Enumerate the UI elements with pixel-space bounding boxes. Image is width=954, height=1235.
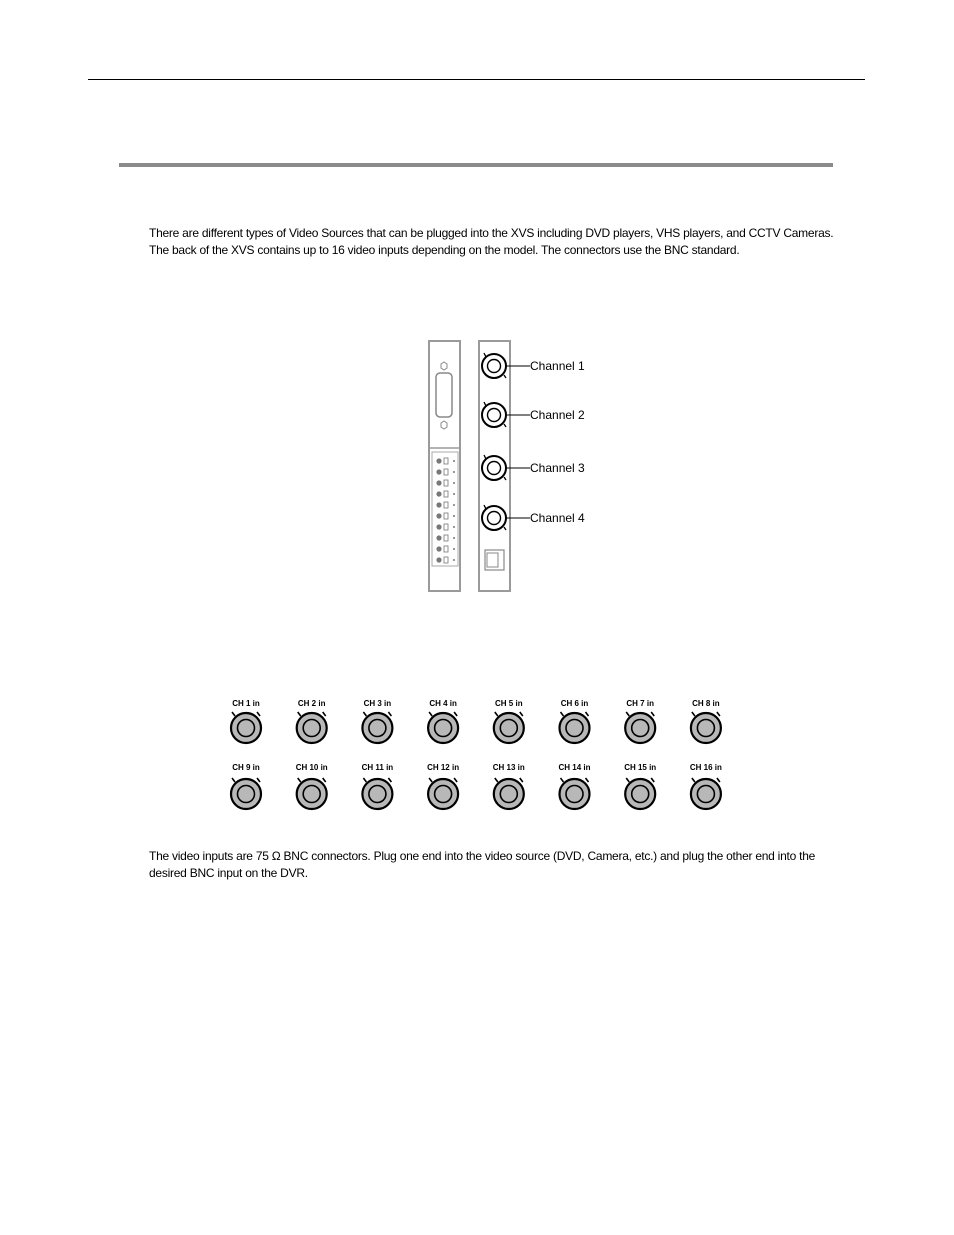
four-channel-rear-panel-figure — [420, 335, 620, 597]
terminal-screw-icon — [436, 469, 441, 474]
bnc-input-3 — [362, 699, 392, 743]
bnc-input-label: CH 6 in — [560, 699, 589, 708]
bnc-input-11 — [362, 763, 394, 809]
bnc-input-1 — [231, 699, 261, 743]
section-divider — [119, 163, 833, 167]
screw-icon — [441, 421, 447, 429]
bnc-input-16 — [690, 763, 722, 809]
intro-paragraph: There are different types of Video Sources that can be plugged into the XVS including DVD players, VHS players, and CCTV Cameras. The back of the XVS contains up to 16 video inputs depending on the model. The connectors use the BNC standard. — [149, 226, 834, 257]
terminal-screw-icon — [436, 458, 441, 463]
bnc-note-paragraph: The video inputs are 75 Ω BNC connectors. Plug one end into the video source (DVD, Camera, etc.) and plug the other end into the desired BNC input on the DVR. — [149, 849, 816, 880]
bnc-input-label: CH 5 in — [495, 699, 523, 708]
bnc-input-14 — [558, 763, 590, 809]
bnc-connector-3 — [482, 455, 585, 480]
terminal-screw-icon — [436, 557, 441, 562]
bnc-input-label: CH 1 in — [232, 699, 260, 708]
bnc-input-8 — [691, 699, 721, 743]
bnc-input-15 — [624, 763, 656, 809]
terminal-screw-icon — [436, 491, 441, 496]
channel-label: Channel 4 — [530, 511, 585, 525]
terminal-screw-icon — [436, 513, 441, 518]
bnc-input-label: CH 3 in — [363, 699, 392, 708]
screw-icon — [441, 362, 447, 370]
bnc-input-label: CH 9 in — [232, 763, 260, 772]
terminal-screw-icon — [436, 502, 441, 507]
page-header-rule — [88, 79, 865, 80]
bnc-connector-1 — [482, 353, 585, 378]
bnc-input-7 — [625, 699, 655, 743]
bnc-input-13 — [493, 763, 525, 809]
bnc-input-label: CH 7 in — [626, 699, 654, 708]
bnc-input-12 — [427, 763, 459, 809]
bnc-input-label: CH 16 in — [689, 763, 722, 772]
terminal-block — [436, 458, 455, 563]
bnc-input-label: CH 12 in — [427, 763, 460, 772]
bnc-input-label: CH 2 in — [297, 699, 326, 708]
bnc-input-label: CH 14 in — [558, 763, 591, 772]
terminal-screw-icon — [436, 535, 441, 540]
channel-label: Channel 3 — [530, 461, 585, 475]
bnc-input-5 — [494, 699, 524, 743]
bnc-input-6 — [560, 699, 590, 743]
terminal-screw-icon — [436, 546, 441, 551]
bnc-input-label: CH 4 in — [429, 699, 457, 708]
bnc-input-label: CH 15 in — [624, 763, 657, 772]
left-panel — [429, 341, 460, 591]
channel-label: Channel 2 — [530, 408, 585, 422]
bnc-connector-4 — [482, 505, 585, 530]
terminal-screw-icon — [436, 480, 441, 485]
sixteen-channel-bnc-figure — [215, 690, 745, 820]
bnc-input-4 — [428, 699, 458, 743]
channel-label: Channel 1 — [530, 359, 585, 373]
terminal-screw-icon — [436, 524, 441, 529]
bnc-input-label: CH 8 in — [692, 699, 720, 708]
serial-port-icon — [436, 373, 452, 417]
bnc-input-label: CH 13 in — [492, 763, 525, 772]
bnc-input-10 — [296, 763, 328, 809]
bnc-connector-2 — [482, 402, 585, 427]
bnc-input-label: CH 10 in — [295, 763, 328, 772]
bnc-input-2 — [297, 699, 327, 743]
bnc-input-label: CH 11 in — [361, 763, 394, 772]
bnc-input-9 — [231, 763, 261, 809]
